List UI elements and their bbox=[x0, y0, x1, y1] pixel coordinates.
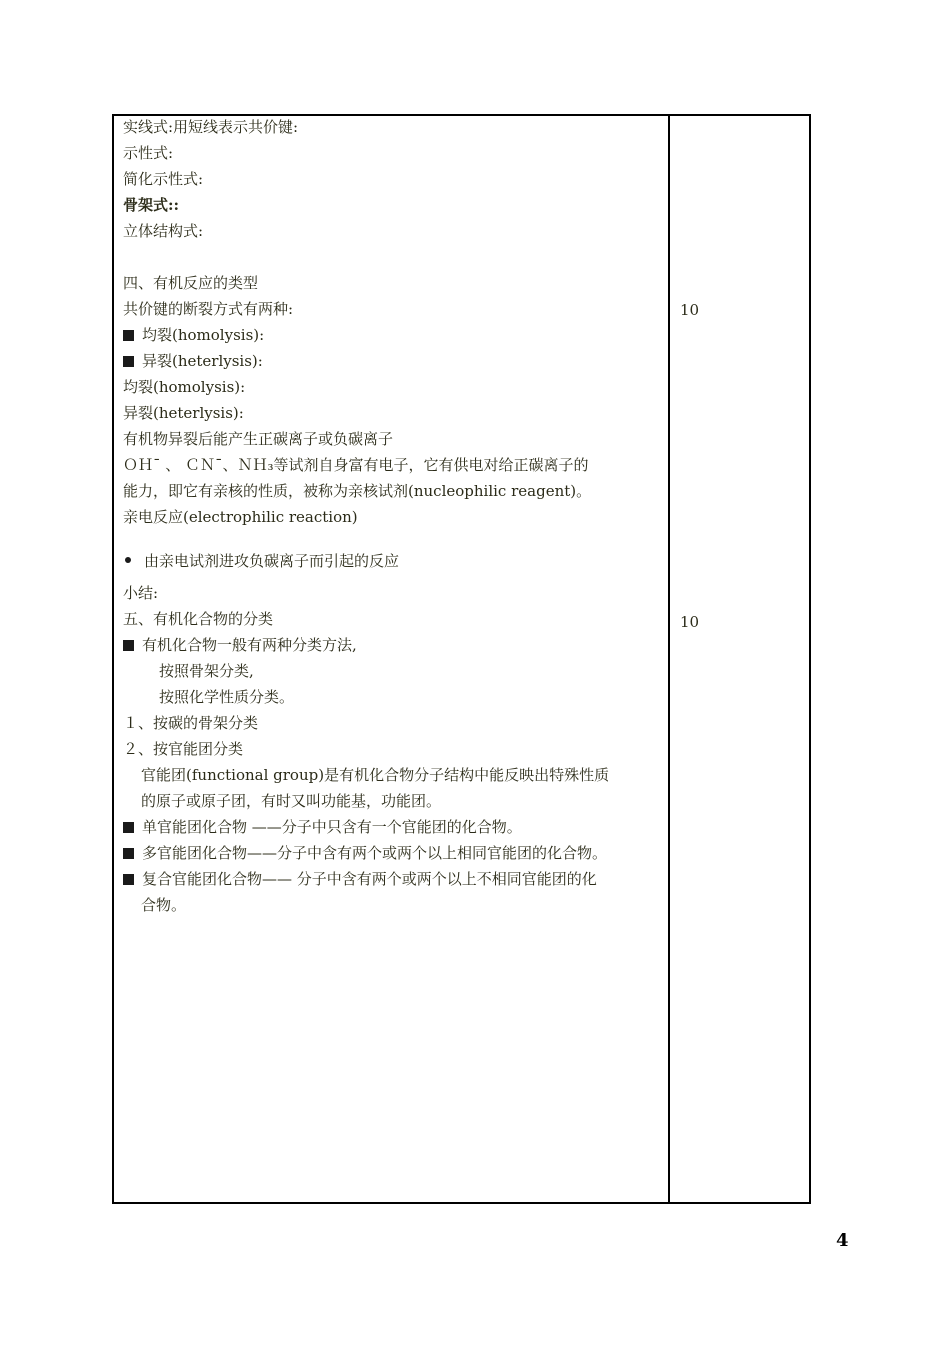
column-divider bbox=[668, 116, 670, 1202]
content-line bbox=[159, 662, 254, 680]
content-line bbox=[123, 482, 591, 500]
content-line bbox=[123, 118, 298, 136]
content-line bbox=[123, 584, 158, 602]
square-bullet-icon bbox=[123, 874, 134, 885]
content-line bbox=[123, 196, 179, 214]
line-text: 官能团(functional group)是有机化合物分子结构中能反映出特殊性质 bbox=[141, 766, 610, 784]
content-line bbox=[123, 352, 263, 370]
content-line bbox=[123, 274, 258, 292]
line-text: 骨架式:: bbox=[123, 196, 180, 214]
line-text: 异裂(heterlysis): bbox=[142, 352, 263, 370]
content-line bbox=[123, 740, 243, 758]
square-bullet-icon bbox=[123, 848, 134, 859]
line-text: 复合官能团化合物—— 分子中含有两个或两个以上不相同官能团的化 bbox=[142, 870, 597, 888]
line-text: 合物。 bbox=[141, 896, 187, 914]
line-text: 示性式: bbox=[123, 144, 174, 162]
page-number: 4 bbox=[836, 1230, 849, 1251]
content-line bbox=[123, 870, 597, 888]
content-line bbox=[123, 456, 589, 474]
content-line bbox=[123, 636, 357, 654]
content-line bbox=[123, 326, 264, 344]
line-text: 多官能团化合物——分子中含有两个或两个以上相同官能团的化合物。 bbox=[142, 844, 608, 862]
content-line bbox=[141, 792, 441, 810]
line-text: 四、有机反应的类型 bbox=[123, 274, 259, 292]
line-text: 有机化合物一般有两种分类方法, bbox=[142, 636, 357, 654]
line-text: 有机物异裂后能产生正碳离子或负碳离子 bbox=[123, 430, 394, 448]
line-text: 五、有机化合物的分类 bbox=[123, 610, 274, 628]
content-line bbox=[123, 430, 393, 448]
content-line bbox=[123, 404, 244, 422]
line-text: 均裂(homolysis): bbox=[142, 326, 265, 344]
square-bullet-icon bbox=[123, 356, 134, 367]
line-text: 按照化学性质分类。 bbox=[159, 688, 295, 706]
square-bullet-icon bbox=[123, 822, 134, 833]
line-text: 实线式:用短线表示共价键: bbox=[123, 118, 299, 136]
line-text: 均裂(homolysis): bbox=[123, 378, 246, 396]
content-line bbox=[123, 818, 522, 836]
line-text: 共价键的断裂方式有两种: bbox=[123, 300, 294, 318]
line-text: 由亲电试剂进攻负碳离子而引起的反应 bbox=[144, 552, 400, 570]
content-line bbox=[123, 610, 273, 628]
line-text: 按照骨架分类, bbox=[159, 662, 254, 680]
content-line bbox=[123, 844, 607, 862]
time-value-1: 10 bbox=[680, 301, 700, 319]
content-line bbox=[141, 766, 609, 784]
content-line bbox=[123, 170, 203, 188]
line-text: ２、按官能团分类 bbox=[123, 740, 244, 758]
line-text: 小结: bbox=[123, 584, 159, 602]
content-line bbox=[123, 378, 245, 396]
line-text: 立体结构式: bbox=[123, 222, 204, 240]
line-text: 简化示性式: bbox=[123, 170, 204, 188]
line-text: 能力，即它有亲核的性质，被称为亲核试剂(nucleophilic reagent)。 bbox=[123, 482, 592, 500]
line-text: 的原子或原子团，有时又叫功能基，功能团。 bbox=[141, 792, 442, 810]
content-line bbox=[123, 300, 293, 318]
line-text: ＯＨ¯ 、 ＣＮ¯、ＮＨ₃等试剂自身富有电子，它有供电对给正碳离子的 bbox=[123, 456, 589, 474]
time-value-2: 10 bbox=[680, 613, 700, 631]
content-line bbox=[159, 688, 294, 706]
content-line bbox=[123, 552, 399, 570]
content-line bbox=[123, 508, 358, 526]
content-line bbox=[123, 144, 173, 162]
line-text: 亲电反应(electrophilic reaction) bbox=[123, 508, 358, 526]
dot-bullet-icon bbox=[125, 557, 131, 563]
lesson-table bbox=[112, 114, 811, 1204]
line-text: １、按碳的骨架分类 bbox=[123, 714, 259, 732]
square-bullet-icon bbox=[123, 330, 134, 341]
content-line bbox=[141, 896, 186, 914]
square-bullet-icon bbox=[123, 640, 134, 651]
content-line bbox=[123, 222, 203, 240]
line-text: 异裂(heterlysis): bbox=[123, 404, 244, 422]
content-line bbox=[123, 714, 258, 732]
line-text: 单官能团化合物 ——分子中只含有一个官能团的化合物。 bbox=[142, 818, 522, 836]
